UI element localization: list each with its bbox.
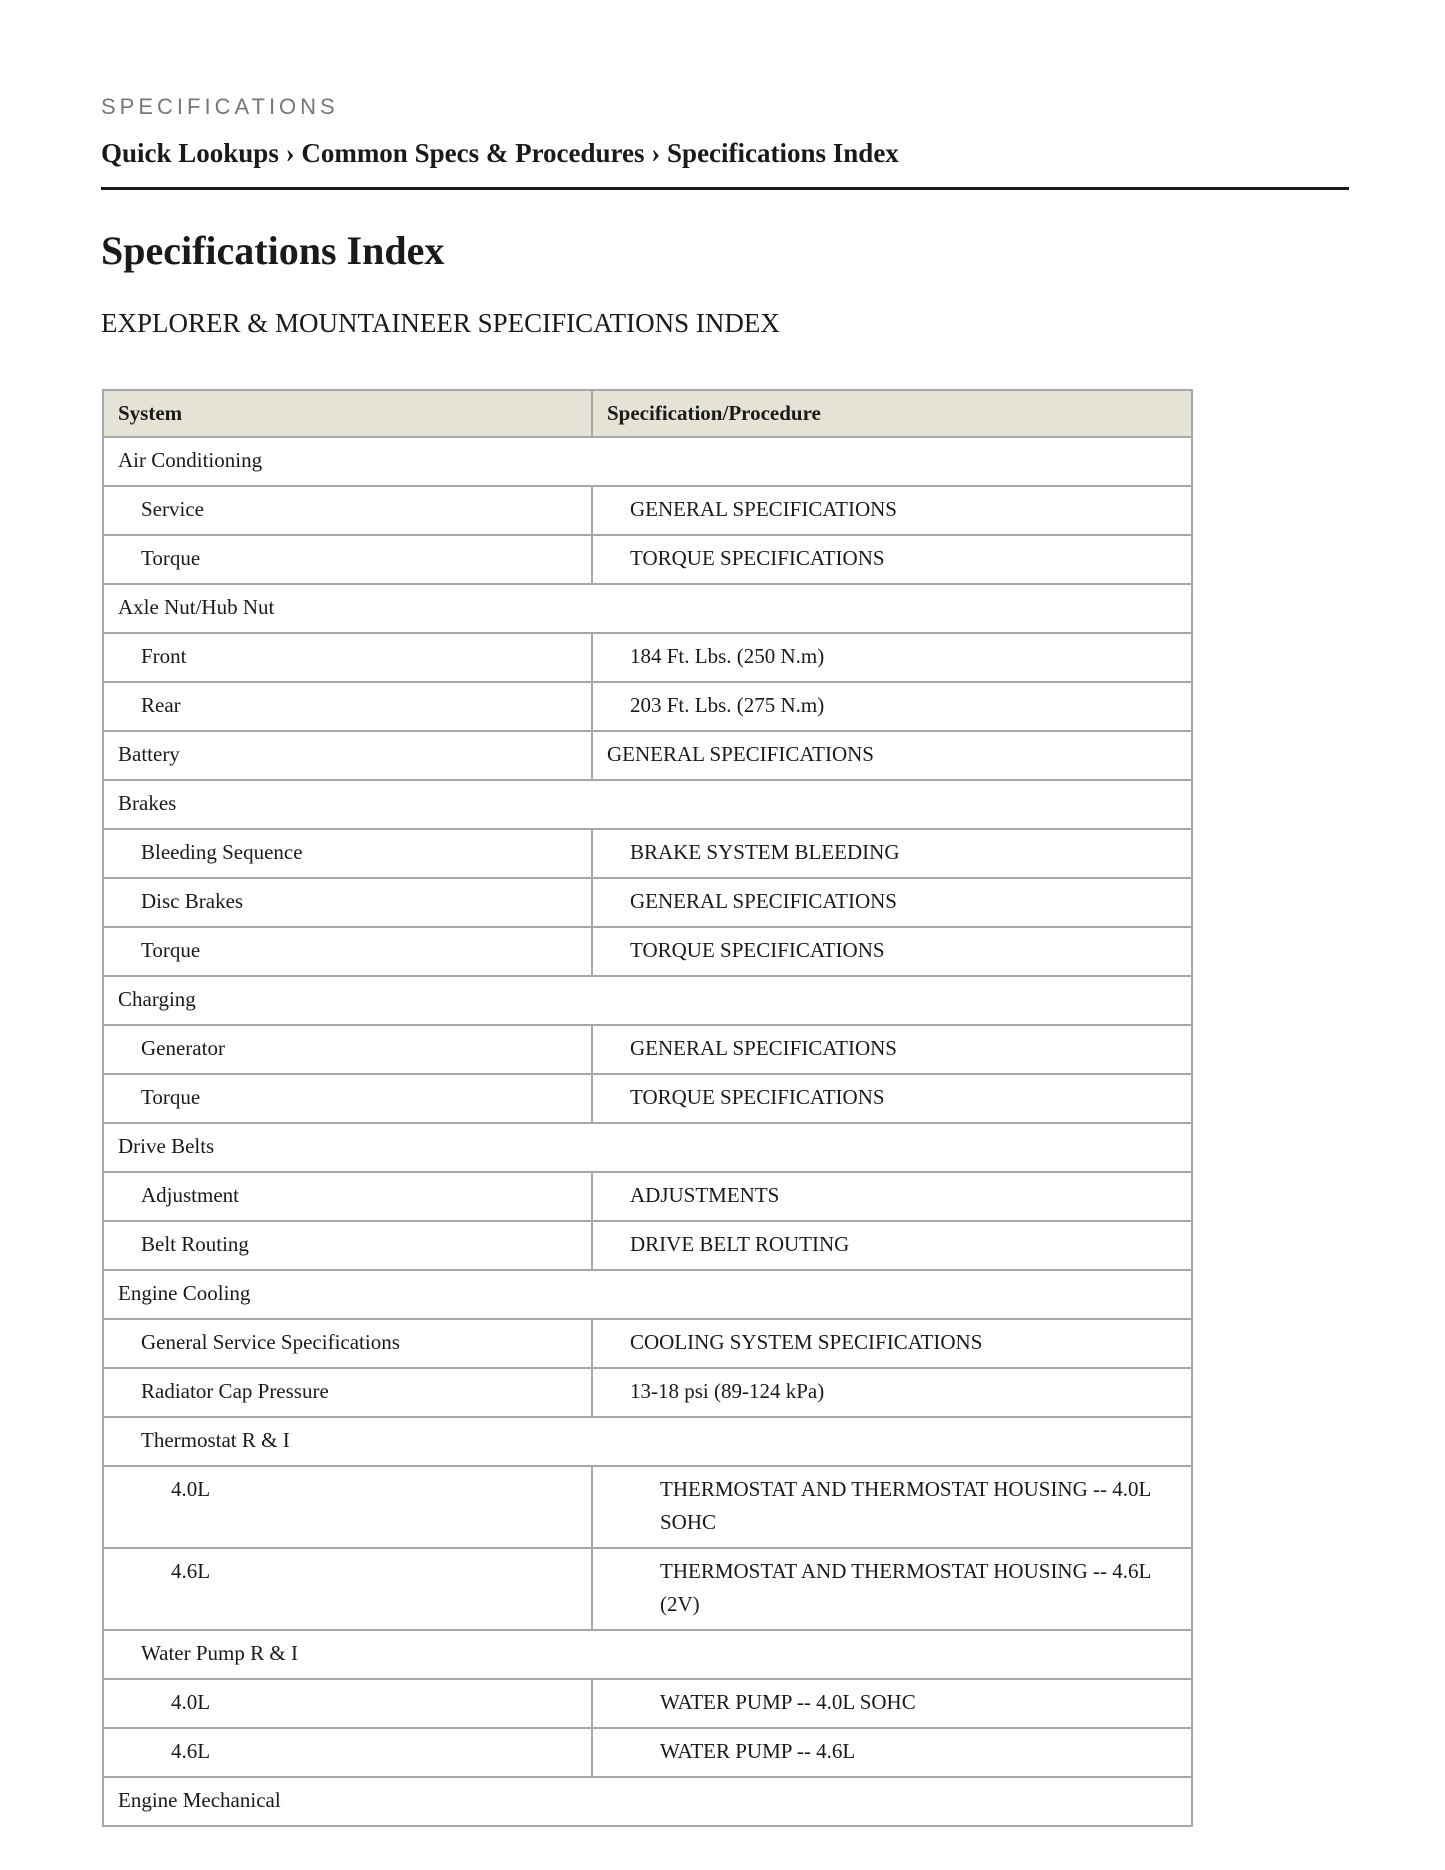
system-group-cell: Air Conditioning — [103, 437, 1192, 486]
system-cell: General Service Specifications — [103, 1319, 592, 1368]
specification-link[interactable]: 13-18 psi (89-124 kPa) — [592, 1368, 1192, 1417]
system-cell: Belt Routing — [103, 1221, 592, 1270]
table-row — [103, 878, 1192, 927]
table-row — [103, 829, 1192, 878]
system-cell: Torque — [103, 535, 592, 584]
system-cell: Radiator Cap Pressure — [103, 1368, 592, 1417]
table-row — [103, 1172, 1192, 1221]
index-subtitle: EXPLORER & MOUNTAINEER SPECIFICATIONS INDEX — [101, 308, 780, 338]
specification-link[interactable]: ADJUSTMENTS — [592, 1172, 1192, 1221]
table-row — [103, 1548, 1192, 1630]
system-cell: Bleeding Sequence — [103, 829, 592, 878]
page-title: Specifications Index — [101, 228, 445, 273]
specifications-table — [102, 389, 1193, 1827]
system-cell: 4.0L — [103, 1679, 592, 1728]
specification-link[interactable]: WATER PUMP -- 4.6L — [592, 1728, 1192, 1777]
breadcrumb: Quick Lookups › Common Specs & Procedures › Specifications Index — [101, 138, 899, 168]
table-row — [103, 1630, 1192, 1679]
table-header-row — [103, 390, 1192, 437]
system-group-cell: Drive Belts — [103, 1123, 1192, 1172]
column-header-specification: Specification/Procedure — [592, 390, 1192, 437]
system-group-cell: Brakes — [103, 780, 1192, 829]
system-cell: Battery — [103, 731, 592, 780]
system-group-cell: Axle Nut/Hub Nut — [103, 584, 1192, 633]
table-row — [103, 1123, 1192, 1172]
table-row — [103, 584, 1192, 633]
table-row — [103, 1679, 1192, 1728]
table-row — [103, 927, 1192, 976]
table-row — [103, 1777, 1192, 1826]
table-row — [103, 1417, 1192, 1466]
specification-link[interactable]: TORQUE SPECIFICATIONS — [592, 1074, 1192, 1123]
table-row — [103, 1074, 1192, 1123]
table-row — [103, 633, 1192, 682]
specification-link[interactable]: 184 Ft. Lbs. (250 N.m) — [592, 633, 1192, 682]
system-group-cell: Water Pump R & I — [103, 1630, 1192, 1679]
table-row — [103, 1728, 1192, 1777]
specification-link[interactable]: TORQUE SPECIFICATIONS — [592, 927, 1192, 976]
system-cell: Generator — [103, 1025, 592, 1074]
table-row — [103, 780, 1192, 829]
specification-link[interactable]: WATER PUMP -- 4.0L SOHC — [592, 1679, 1192, 1728]
table-row — [103, 976, 1192, 1025]
specification-link[interactable]: THERMOSTAT AND THERMOSTAT HOUSING -- 4.0L SOHC — [592, 1466, 1192, 1548]
table-row — [103, 1221, 1192, 1270]
section-kicker: SPECIFICATIONS — [101, 94, 339, 119]
system-cell: Service — [103, 486, 592, 535]
specification-link[interactable]: GENERAL SPECIFICATIONS — [592, 878, 1192, 927]
specification-link[interactable]: GENERAL SPECIFICATIONS — [592, 486, 1192, 535]
specification-link[interactable]: GENERAL SPECIFICATIONS — [592, 731, 1192, 780]
system-cell: Rear — [103, 682, 592, 731]
specification-link[interactable]: THERMOSTAT AND THERMOSTAT HOUSING -- 4.6L (2V) — [592, 1548, 1192, 1630]
system-cell: Disc Brakes — [103, 878, 592, 927]
table-row — [103, 1270, 1192, 1319]
table-row — [103, 1025, 1192, 1074]
table-row — [103, 1319, 1192, 1368]
specification-link[interactable]: COOLING SYSTEM SPECIFICATIONS — [592, 1319, 1192, 1368]
specification-link[interactable]: 203 Ft. Lbs. (275 N.m) — [592, 682, 1192, 731]
table-row — [103, 486, 1192, 535]
system-group-cell: Charging — [103, 976, 1192, 1025]
specification-link[interactable]: BRAKE SYSTEM BLEEDING — [592, 829, 1192, 878]
system-group-cell: Engine Cooling — [103, 1270, 1192, 1319]
table-row — [103, 535, 1192, 584]
table-row — [103, 1466, 1192, 1548]
table-row — [103, 682, 1192, 731]
system-cell: 4.6L — [103, 1548, 592, 1630]
system-cell: Torque — [103, 927, 592, 976]
column-header-system: System — [103, 390, 592, 437]
system-cell: Front — [103, 633, 592, 682]
system-group-cell: Thermostat R & I — [103, 1417, 1192, 1466]
specification-link[interactable]: DRIVE BELT ROUTING — [592, 1221, 1192, 1270]
table-row — [103, 1368, 1192, 1417]
system-cell: 4.0L — [103, 1466, 592, 1548]
system-cell: Adjustment — [103, 1172, 592, 1221]
specification-link[interactable]: GENERAL SPECIFICATIONS — [592, 1025, 1192, 1074]
system-cell: Torque — [103, 1074, 592, 1123]
header-divider — [101, 187, 1349, 190]
table-row — [103, 437, 1192, 486]
table-row — [103, 731, 1192, 780]
table-body — [103, 437, 1192, 1826]
specification-link[interactable]: TORQUE SPECIFICATIONS — [592, 535, 1192, 584]
system-group-cell: Engine Mechanical — [103, 1777, 1192, 1826]
system-cell: 4.6L — [103, 1728, 592, 1777]
